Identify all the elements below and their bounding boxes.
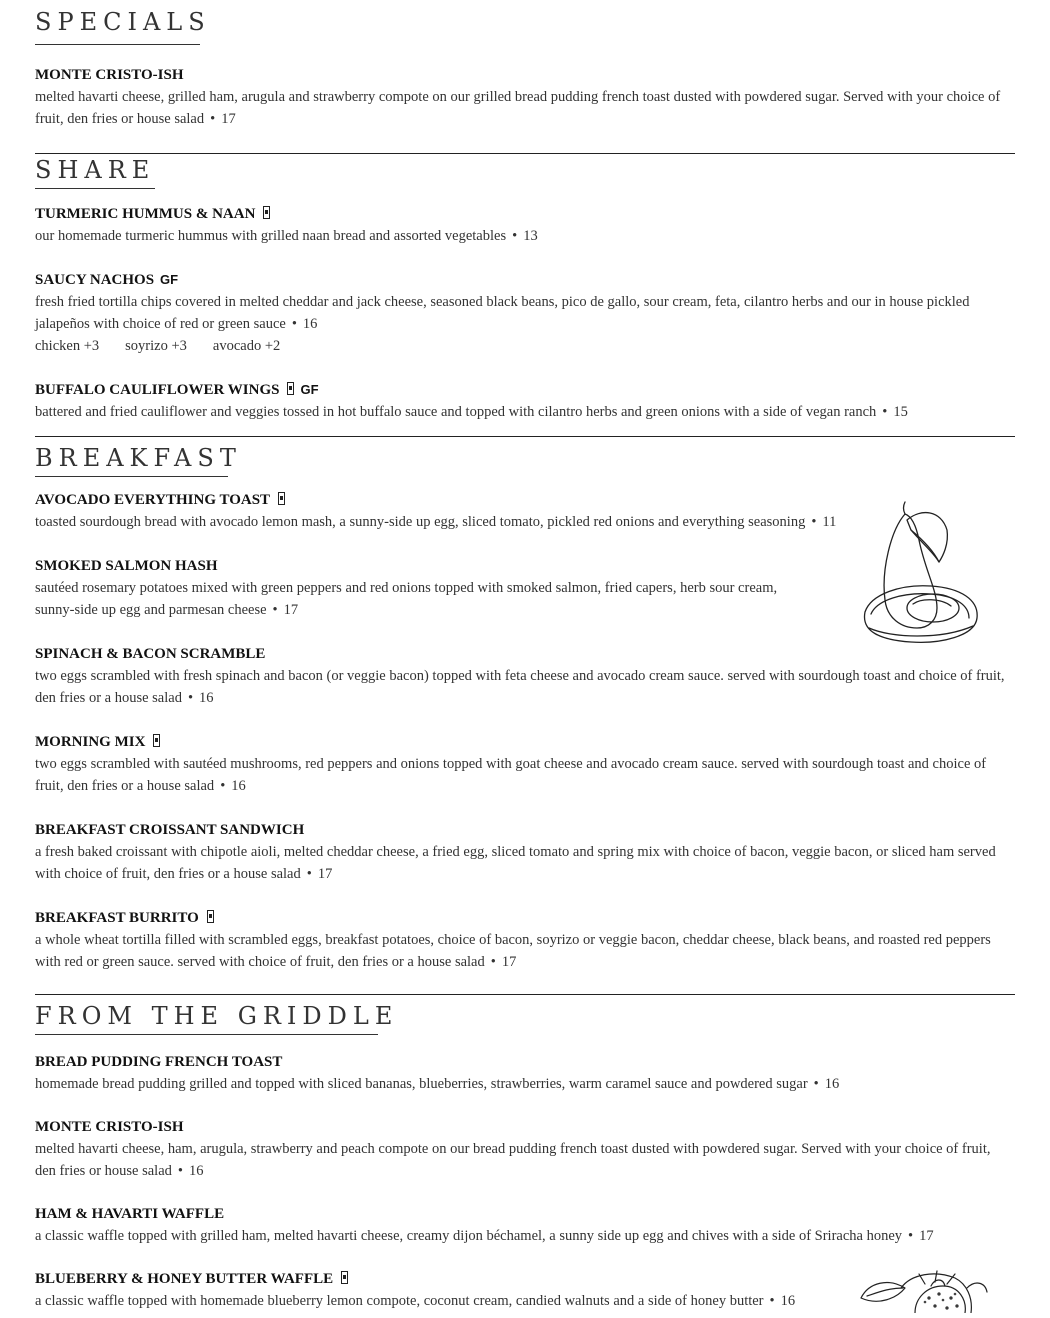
item-description: toasted sourdough bread with avocado lemon mash, a sunny-side up egg, sliced tomato, pickled red onions and everything seasoning • 11 xyxy=(35,514,837,530)
menu-item xyxy=(35,381,1015,423)
item-description: a whole wheat tortilla filled with scrambled eggs, breakfast potatoes, choice of bacon, soyrizo or veggie bacon, cheddar cheese, black beans, and roasted red peppers with red or green sauce. served with choice of fruit, den fries or a house salad • 17 xyxy=(35,932,991,970)
item-price: 17 xyxy=(919,1228,934,1244)
menu-item xyxy=(35,491,855,533)
menu-item xyxy=(35,821,1005,885)
menu-item xyxy=(35,1270,845,1312)
item-name: BLUEBERRY & HONEY BUTTER WAFFLE xyxy=(35,1271,334,1287)
item-name: AVOCADO EVERYTHING TOAST xyxy=(35,492,271,508)
section-specials xyxy=(35,8,211,36)
vegan-leaf-icon xyxy=(341,1271,348,1284)
section-underline xyxy=(35,1034,378,1035)
item-name: BREAD PUDDING FRENCH TOAST xyxy=(35,1054,283,1070)
vegan-leaf-icon xyxy=(153,734,160,747)
menu-page xyxy=(35,0,1015,1313)
item-description: a classic waffle topped with grilled ham, melted havarti cheese, creamy dijon béchamel, a sunny side up egg and chives with a side of Sriracha honey • 17 xyxy=(35,1228,934,1244)
item-price: 11 xyxy=(822,514,837,530)
menu-item xyxy=(35,733,1005,797)
item-price: 15 xyxy=(893,404,908,420)
menu-item xyxy=(35,557,835,621)
vegan-leaf-icon xyxy=(278,492,285,505)
avocado-illustration xyxy=(861,500,981,653)
item-price: 17 xyxy=(283,602,299,618)
item-description: sautéed rosemary potatoes mixed with green peppers and red onions topped with smoked salmon, fried capers, herb sour cream, sunny-side up egg and parmesan cheese • 17 xyxy=(35,580,778,618)
item-name: BREAKFAST CROISSANT SANDWICH xyxy=(35,822,305,838)
strawberry-illustration xyxy=(855,1268,990,1318)
item-name: HAM & HAVARTI WAFFLE xyxy=(35,1206,225,1222)
item-name: SMOKED SALMON HASH xyxy=(35,558,218,574)
section-breakfast xyxy=(35,444,242,472)
menu-item xyxy=(35,645,1015,709)
gluten-free-tag: GF xyxy=(160,272,179,287)
item-description: two eggs scrambled with sautéed mushrooms, red peppers and onions topped with goat cheese and avocado cream sauce. served with sourdough toast and choice of fruit, den fries or a house salad • 16 xyxy=(35,756,987,794)
item-description: a classic waffle topped with homemade blueberry lemon compote, coconut cream, candied walnuts and a side of honey butter • 16 xyxy=(35,1293,796,1309)
section-title: FROM THE GRIDDLE xyxy=(35,1002,399,1030)
item-price: 17 xyxy=(221,111,236,127)
section-underline xyxy=(35,476,228,477)
vegan-leaf-icon xyxy=(287,382,294,395)
divider xyxy=(35,153,1015,154)
item-price: 16 xyxy=(199,690,214,706)
item-price: 17 xyxy=(317,866,333,882)
vegan-leaf-icon xyxy=(263,206,270,219)
item-description: battered and fried cauliflower and veggies tossed in hot buffalo sauce and topped with cilantro herbs and green onions with a side of vegan ranch • 15 xyxy=(35,404,908,420)
item-name: MONTE CRISTO-ISH xyxy=(35,67,184,83)
gluten-free-tag: GF xyxy=(300,382,319,397)
menu-item xyxy=(35,1118,1010,1182)
divider xyxy=(35,994,1015,995)
menu-item xyxy=(35,205,1015,247)
item-description: homemade bread pudding grilled and topped with sliced bananas, blueberries, strawberries, warm caramel sauce and powdered sugar • 16 xyxy=(35,1076,840,1092)
section-title: SPECIALS xyxy=(35,8,211,36)
item-price: 16 xyxy=(780,1293,796,1309)
section-underline xyxy=(35,44,200,45)
section-griddle xyxy=(35,1002,398,1030)
section-title: BREAKFAST xyxy=(35,444,242,472)
item-name: TURMERIC HUMMUS & NAAN xyxy=(35,206,256,222)
item-description: a fresh baked croissant with chipotle aioli, melted cheddar cheese, a fried egg, sliced tomato and spring mix with choice of bacon, veggie bacon, or sliced ham served with choice of fruit, den fries or a house salad • 17 xyxy=(35,844,996,882)
item-price: 16 xyxy=(824,1076,840,1092)
item-name: MORNING MIX xyxy=(35,734,146,750)
menu-item xyxy=(35,66,1015,130)
item-description: our homemade turmeric hummus with grilled naan bread and assorted vegetables • 13 xyxy=(35,228,538,244)
section-underline xyxy=(35,188,155,189)
menu-item xyxy=(35,1205,1015,1247)
item-addons: chicken +3 soyrizo +3 avocado +2 xyxy=(35,338,281,354)
item-price: 13 xyxy=(523,228,538,244)
item-name: MONTE CRISTO-ISH xyxy=(35,1119,184,1135)
item-name: SAUCY NACHOS xyxy=(35,272,155,288)
item-name: BREAKFAST BURRITO xyxy=(35,910,199,926)
item-description: two eggs scrambled with fresh spinach and bacon (or veggie bacon) topped with feta cheese and avocado cream sauce. served with sourdough toast and choice of fruit, den fries or a house salad • 16 xyxy=(35,668,1005,706)
item-price: 16 xyxy=(231,778,246,794)
item-description: fresh fried tortilla chips covered in melted cheddar and jack cheese, seasoned black beans, pico de gallo, sour cream, feta, cilantro herbs and our in house pickled jalapeños with choice of red or green sauce • 16 xyxy=(35,294,970,332)
vegan-leaf-icon xyxy=(207,910,214,923)
menu-item xyxy=(35,271,995,357)
divider xyxy=(35,436,1015,437)
section-share xyxy=(35,156,155,184)
item-description: melted havarti cheese, ham, arugula, strawberry and peach compote on our bread pudding french toast dusted with powdered sugar. Served with your choice of fruit, den fries or house salad • 16 xyxy=(35,1141,991,1179)
item-name: BUFFALO CAULIFLOWER WINGS xyxy=(35,382,280,398)
section-title: SHARE xyxy=(35,156,156,184)
menu-item xyxy=(35,1053,1015,1095)
menu-item xyxy=(35,909,1005,973)
item-price: 16 xyxy=(188,1163,204,1179)
item-price: 16 xyxy=(302,316,318,332)
item-name: SPINACH & BACON SCRAMBLE xyxy=(35,646,266,662)
item-description: melted havarti cheese, grilled ham, arugula and strawberry compote on our grilled bread pudding french toast dusted with powdered sugar. Served with your choice of fruit, den fries or house salad • 17 xyxy=(35,89,1001,127)
item-price: 17 xyxy=(501,954,517,970)
